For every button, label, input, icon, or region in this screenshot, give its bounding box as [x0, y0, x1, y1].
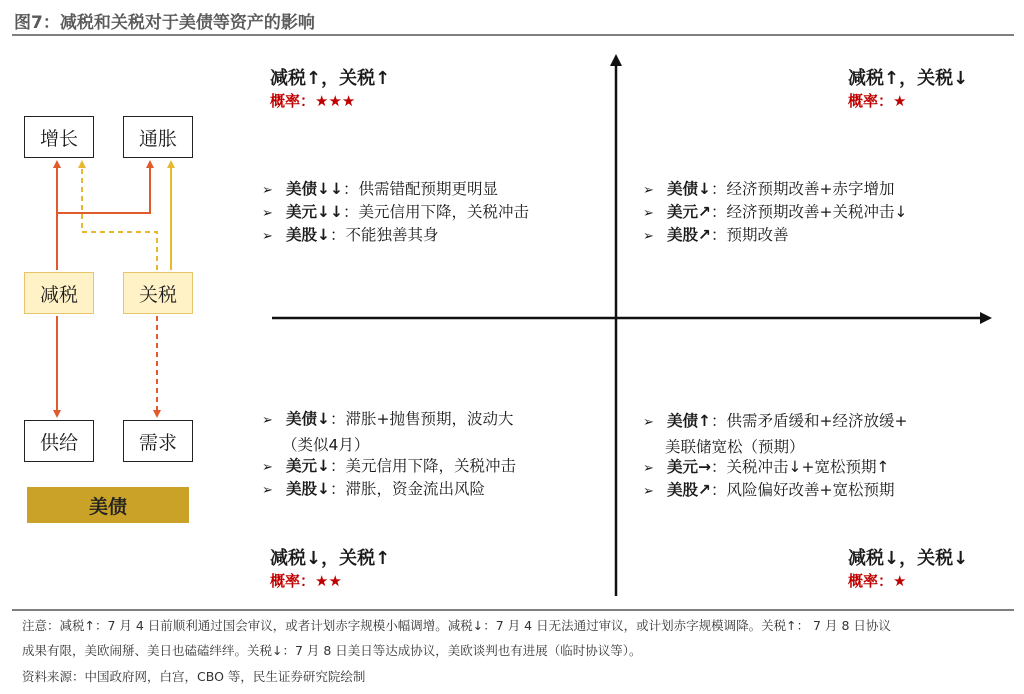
quadrant-tr-probability: 概率：★ — [848, 92, 907, 110]
bullet-text: ：供需矛盾缓和+经济放缓+ — [711, 412, 908, 430]
asset-label: 美元→ — [667, 458, 711, 476]
quadrant-tr-bullet — [643, 224, 789, 248]
asset-label: 美元↓ — [286, 457, 330, 475]
bullet-text: ：不能独善其身 — [330, 226, 439, 244]
bullet-text: ：滞胀，资金流出风险 — [330, 480, 486, 498]
bullet-text: ：预期改善 — [711, 226, 789, 244]
asset-label: 美元↗ — [667, 203, 711, 221]
asset-label: 美元↓↓ — [286, 203, 343, 221]
bullet-arrow-icon: ➢ — [262, 483, 273, 498]
figure-title: 图7：减税和关税对于美债等资产的影响 — [14, 13, 315, 33]
bullet-text: ：美元信用下降，关税冲击 — [330, 457, 517, 475]
quadrant-bl-bullet — [262, 455, 516, 479]
bullet-arrow-icon: ➢ — [262, 460, 273, 475]
tariff-box: 关税 — [123, 272, 193, 314]
quadrant-br-bullet — [643, 456, 889, 480]
note-line-2: 成果有限，美欧闹掰、美日也磕磕绊绊。关税↓：7 月 8 日美日等达成协议，美欧谈判也有进展（临时协议等）。 — [22, 643, 642, 658]
growth-box: 增长 — [24, 116, 94, 158]
quadrant-br-bullet — [643, 410, 907, 434]
bullet-arrow-icon: ➢ — [643, 229, 654, 244]
bullet-text: ：风险偏好改善+宽松预期 — [711, 481, 895, 499]
bullet-arrow-icon: ➢ — [262, 206, 273, 221]
tax-cut-box: 减税 — [24, 272, 94, 314]
bullet-arrow-icon: ➢ — [262, 183, 273, 198]
bullet-arrow-icon: ➢ — [643, 461, 654, 476]
quadrant-bl-bullet — [262, 478, 485, 502]
quadrant-tr-bullet — [643, 201, 907, 225]
treasury-box: 美债 — [27, 487, 189, 523]
quadrant-br-bullet — [643, 479, 895, 503]
bullet-continuation: 美联储宽松（预期） — [665, 438, 805, 456]
asset-label: 美股↓ — [286, 226, 330, 244]
bullet-text: ：经济预期改善+关税冲击↓ — [711, 203, 908, 221]
bullet-continuation: （类似4月） — [282, 436, 370, 454]
quadrant-bl-bullet — [262, 408, 514, 432]
quadrant-br-heading: 减税↓，关税↓ — [848, 548, 969, 569]
asset-label: 美股↗ — [667, 481, 711, 499]
bullet-arrow-icon: ➢ — [643, 484, 654, 499]
asset-label: 美债↓ — [286, 410, 330, 428]
quadrant-tr-bullet — [643, 178, 895, 202]
source-line: 资料来源：中国政府网，白宫，CBO 等，民生证券研究院绘制 — [22, 669, 366, 684]
bullet-text: ：经济预期改善+赤字增加 — [711, 180, 895, 198]
bullet-text: ：滞胀+抛售预期，波动大 — [330, 410, 514, 428]
quadrant-bl-heading: 减税↓，关税↑ — [270, 548, 391, 569]
bullet-arrow-icon: ➢ — [643, 415, 654, 430]
bullet-arrow-icon: ➢ — [262, 413, 273, 428]
quadrant-tl-bullet — [262, 178, 498, 202]
asset-label: 美债↓↓ — [286, 180, 343, 198]
bullet-arrow-icon: ➢ — [643, 206, 654, 221]
bullet-text: ：美元信用下降，关税冲击 — [342, 203, 529, 221]
quadrant-br-probability: 概率：★ — [848, 572, 907, 590]
bullet-text: ：关税冲击↓+宽松预期↑ — [711, 458, 890, 476]
note-line-1: 注意：减税↑：7 月 4 日前顺利通过国会审议，或者计划赤字规模小幅调增。减税↓：7 月 4 日无法通过审议，或计划赤字规模调降。关税↑： 7 月 8 日协议 — [22, 618, 891, 633]
asset-label: 美债↓ — [667, 180, 711, 198]
quadrant-bl-probability: 概率：★★ — [270, 572, 342, 590]
inflation-box: 通胀 — [123, 116, 193, 158]
asset-label: 美股↗ — [667, 226, 711, 244]
quadrant-tr-heading: 减税↑，关税↓ — [848, 68, 969, 89]
bullet-arrow-icon: ➢ — [262, 229, 273, 244]
demand-box: 需求 — [123, 420, 193, 462]
quadrant-tl-bullet — [262, 201, 529, 225]
quadrant-tl-bullet — [262, 224, 439, 248]
notes-divider — [12, 609, 1014, 611]
supply-box: 供给 — [24, 420, 94, 462]
bullet-arrow-icon: ➢ — [643, 183, 654, 198]
asset-label: 美股↓ — [286, 480, 330, 498]
quadrant-tl-probability: 概率：★★★ — [270, 92, 356, 110]
bullet-text: ：供需错配预期更明显 — [342, 180, 498, 198]
asset-label: 美债↑ — [667, 412, 711, 430]
quadrant-tl-heading: 减税↑，关税↑ — [270, 68, 391, 89]
